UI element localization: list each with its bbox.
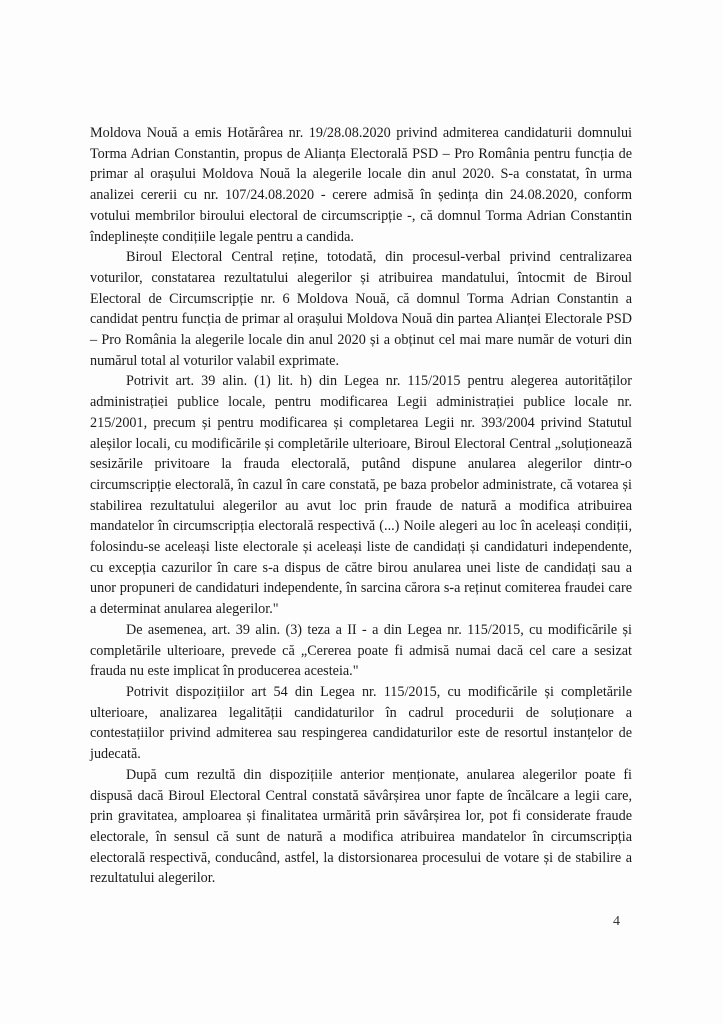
paragraph-6: După cum rezultă din dispozițiile anterior menționate, anularea alegerilor poate fi dispusă dacă Biroul Electoral Central constată săvârșirea unor fapte de încălcare a legii care, prin gravitatea, amploarea și finalitatea urmărită prin săvârșirea lor, pot fi considerate fraude electorale, în sensul că sunt de natură a modifica atribuirea mandatelor în circumscripția electorală respectivă, conducând, astfel, la distorsionarea procesului de votare și de stabilire a rezultatului alegerilor. — [90, 766, 632, 887]
page-number: 4 — [613, 914, 620, 929]
paragraph-3: Potrivit art. 39 alin. (1) lit. h) din Legea nr. 115/2015 pentru alegerea autorităților administrației publice locale, pentru modificarea Legii administrației publice locale nr. 215/2001, precum și pentru modificarea și completarea Legii nr. 393/2004 privind Statutul aleșilor locali, cu modificările și completările ulterioare, Biroul Electoral Central „soluționează sesizările privitoare la frauda electorală, putând dispune anularea alegerilor dintr-o circumscripție electorală, în cazul în care constată, pe baza probelor administrate, că votarea și stabilirea rezultatului alegerilor au avut loc prin fraude de natură a modifica atribuirea mandatelor în circumscripția electorală respectivă (...) Noile alegeri au loc în aceleași condiții, folosindu-se aceleași liste electorale și aceleași liste de candidați și candidaturi independente, cu excepția cazurilor în care s-a dispus de către birou anularea unei liste de candidați sau a unor propuneri de candidaturi independente, în sarcina cărora s-a reținut comiterea fraudei care a determinat anularea alegerilor." — [90, 373, 632, 618]
document-body — [90, 123, 632, 889]
paragraph-2: Biroul Electoral Central reține, totodată, din procesul-verbal privind centralizarea voturilor, constatarea rezultatului alegerilor și atribuirea mandatului, întocmit de Biroul Electoral de Circumscripție nr. 6 Moldova Nouă, că domnul Torma Adrian Constantin a candidat pentru funcția de primar al orașului Moldova Nouă din partea Alianței Electorale PSD – Pro România la alegerile locale din anul 2020 și a obținut cel mai mare număr de voturi din numărul total al voturilor valabil exprimate. — [90, 249, 632, 369]
paragraph-4: De asemenea, art. 39 alin. (3) teza a II - a din Legea nr. 115/2015, cu modificările și completările ulterioare, prevede că „Cererea poate fi admisă numai dacă cel care a sesizat frauda nu este implicat în producerea acesteia." — [90, 621, 632, 680]
paragraph-5: Potrivit dispozițiilor art 54 din Legea nr. 115/2015, cu modificările și completările ulterioare, analizarea legalității candidaturilor în cadrul procedurii de soluționare a contestațiilor privind admiterea sau respingerea candidaturilor este de resortul instanțelor de judecată. — [90, 683, 632, 763]
paragraph-1: Moldova Nouă a emis Hotărârea nr. 19/28.08.2020 privind admiterea candidaturii domnului Torma Adrian Constantin, propus de Alianța Electorală PSD – Pro România pentru funcția de primar al orașului Moldova Nouă la alegerile locale din anul 2020. S-a constatat, în urma analizei cererii cu nr. 107/24.08.2020 - cerere admisă în ședința din 24.08.2020, conform votului membrilor biroului electoral de circumscripție -, că domnul Torma Adrian Constantin îndeplinește condițiile legale pentru a candida. — [90, 125, 632, 245]
